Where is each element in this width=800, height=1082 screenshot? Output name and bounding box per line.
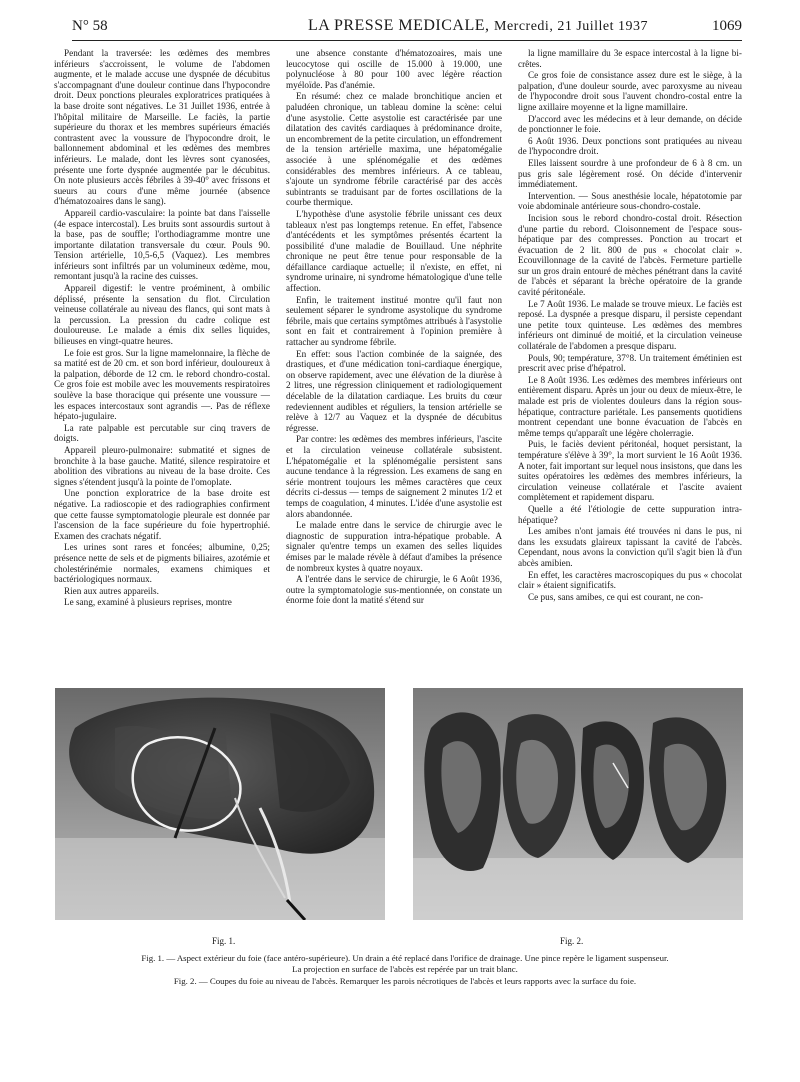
- issue-date: Mercredi, 21 Juillet 1937: [494, 19, 649, 34]
- paragraph: Rien aux autres appareils.: [64, 585, 159, 596]
- paragraph: Le malade entre dans le service de chirurgie avec le diagnostic de suppuration intra-hépatique probable. A signaler qu'entre temps un examen des selles liquides émises par le malade révèle à défaut d'amibes la présence de nombreux kystes à quatre noyaux.: [286, 520, 502, 573]
- figure-1-photo: [55, 688, 385, 920]
- paragraph: Les amibes n'ont jamais été trouvées ni dans le pus, ni dans les exsudats glaireux tapissant la cavité de l'abcès. Cependant, nous avons la conviction qu'il s'agit bien là d'un abcès amibien.: [518, 526, 742, 568]
- page-header: [72, 14, 742, 41]
- figure-2-label: Fig. 2.: [560, 936, 584, 946]
- paragraph: Pendant la traversée: les œdèmes des membres inférieurs s'accroissent, le volume de l'abdomen augmente, et le malade accuse une dyspnée de décubitus s'accompagnant d'une douleur continue dans l'hypocondre droit. Deux ponctions pleurales exploratrices pratiquées à la base droite sont négatives. Le 31 Juillet 1936, entrée à l'hôpital militaire de Marseille. Le faciès, la partie supérieure du thorax et les membres supérieurs émaciés contrastent avec la voussure de l'hypocondre droit, le ballonnement abdominal et les œdèmes des membres inférieurs. Le malade, dont les lèvres sont cyanosées, présente une forte dyspnée augmentée par le décubitus. On note plusieurs accès fébriles à 39-40° avec frissons et sueurs au cours d'une même journée (absence d'hématozoaires dans le sang).: [54, 48, 270, 207]
- paragraph: Incision sous le rebord chondro-costal droit. Résection d'une partie du rebord. Cloisonnement de l'espace sous-hépatique par des compresses. Ponction au trocart et évacuation de 2 lit. 800 de pus « chocolat clair ». Ecouvillonnage de la cavité de l'abcès. Fermeture partielle sur un gros drain entouré de mèches pénétrant dans la cavité de l'abcès et séparant la brèche opératoire de la grande cavité péritonéale.: [518, 212, 742, 298]
- paragraph: Le foie est gros. Sur la ligne mamelonnaire, la flèche de sa matité est de 20 cm. et son bord inférieur, douloureux à la palpation, déborde de 12 cm. le rebord chondro-costal. Ce gros foie est mobile avec les mouvements respiratoires soulève la base thoracique qui présente une voussure — les espaces intercostaux sont agrandis —. Pas de réflexe hépato-jugulaire.: [54, 347, 270, 422]
- figure-2-photo: [413, 688, 743, 920]
- text-column-3: [518, 48, 742, 678]
- page-number: 1069: [712, 18, 742, 34]
- caption-line: Fig. 1. — Aspect extérieur du foie (face antéro-supérieure). Un drain a été replacé dans l'orifice de drainage. Une pince repère le ligament suspenseur.: [141, 953, 669, 963]
- paragraph: Elles laissent sourdre à une profondeur de 6 à 8 cm. un pus gris sale légèrement rosé. On décide d'intervenir immédiatement.: [518, 157, 742, 190]
- paragraph: une absence constante d'hématozoaires, mais une leucocytose qui oscille de 15.000 à 19.000, une polynucléose à 80 pour 100 avec légère réaction myéloïde. Pas d'anémie.: [286, 48, 502, 90]
- caption-line: La projection en surface de l'abcès est repérée par un trait blanc.: [292, 964, 518, 974]
- paragraph: Le 7 Août 1936. Le malade se trouve mieux. Le faciès est reposé. La dyspnée a presque disparu, il persiste cependant une petite toux quinteuse. Les œdèmes des membres inférieurs ont diminué de moitié, et la circulation veineuse collatérale de l'abdomen a presque disparu.: [518, 298, 742, 352]
- paragraph: En résumé: chez ce malade bronchitique ancien et paludéen chronique, un tableau domine la scène: celui d'une asystolie. Cette asystolie est caractérisée par une dilatation des cavités cardiaques à prédominance droite, un encombrement de la petite circulation, un effondrement de la tension artérielle maxima, une hépatomégalie associée à une splénomégalie et des œdèmes considérables des membres inférieurs. A ce tableau, s'ajoute un syndrome fébrile caractérisé par des accès subintrants se traduisant par de fortes oscillations de la courbe thermique.: [286, 91, 502, 208]
- paragraph: Quelle a été l'étiologie de cette suppuration intra-hépatique?: [518, 503, 742, 525]
- paragraph: Par contre: les œdèmes des membres inférieurs, l'ascite et la circulation veineuse collatérale subsistent. L'hépatomégalie et la splénomégalie persistent sans aucune tendance à la régression. Les examens de sang en série montrent toujours les mêmes caractères que ceux décrits ci-dessus — temps de saignement 2 minutes 1/2 et temps de coagulation, 4 minutes. L'idée d'une asystolie est alors abandonnée.: [286, 434, 502, 519]
- paragraph: Appareil digestif: le ventre proéminent, à ombilic déplissé, présente la sensation du flot. Circulation veineuse collatérale au niveau des flancs, qui sont mats à la percussion. La pression du cadre colique est douloureuse. Le malade a émis dix selles liquides, bilieuses en vingt-quatre heures.: [54, 283, 270, 347]
- paragraph: Appareil pleuro-pulmonaire: submatité et signes de bronchite à la base gauche. Matité, silence respiratoire et abolition des vibrations au niveau de la base droite. Ces signes s'étendent jusqu'à la pointe de l'omoplate.: [54, 444, 270, 487]
- liver-exterior-image: [55, 688, 385, 920]
- journal-title-line: [308, 17, 648, 35]
- paragraph: Une ponction exploratrice de la base droite est négative. La radioscopie et des radiographies confirment que cette fausse symptomatologie pleurale est donnée par l'ascension de la face supérieure du foie hypertrophié. Examen des crachats négatif.: [54, 488, 270, 541]
- paragraph: A l'entrée dans le service de chirurgie, le 6 Août 1936, outre la symptomatologie sus-mentionnée, on constate un énorme foie dont la matité s'étend sur: [286, 574, 502, 606]
- journal-name: LA PRESSE MEDICALE,: [308, 17, 490, 34]
- paragraph: Le sang, examiné à plusieurs reprises, montre: [64, 597, 232, 608]
- figure-1-caption: [60, 953, 750, 975]
- paragraph: La rate palpable est percutable sur cinq travers de doigts.: [54, 422, 270, 444]
- paragraph: la ligne mamillaire du 3e espace intercostal à la ligne bi-crêtes.: [518, 48, 742, 69]
- paragraph: Appareil cardio-vasculaire: la pointe bat dans l'aisselle (4e espace intercostal). Les bruits sont assourdis surtout à la base, pas de souffle; l'orthodiagramme montre une importante dilatation transversale du cœur. Pouls 90. Tension artérielle, 10,5-6,5 (Vaquez). Les membres inférieurs sont infiltrés par un volumineux œdème, mou, remontant jusqu'à la racine des cuisses.: [54, 207, 270, 282]
- liver-sections-image: [413, 688, 743, 920]
- paragraph: Pouls, 90; température, 37°8. Un traitement émétinien est prescrit avec prise d'hépatrol.: [518, 352, 742, 374]
- paragraph: Intervention. — Sous anesthésie locale, hépatotomie par voie abdominale antérieure sous-chondro-costale.: [518, 190, 742, 212]
- paragraph: Enfin, le traitement institué montre qu'il faut non seulement séparer le syndrome asystolique du syndrome fébrile, mais que certains symptômes attribués à l'asystolie sont en fait et contrairement à l'opinion première à rattacher au syndrome fébrile.: [286, 294, 502, 348]
- paragraph: En effet, les caractères macroscopiques du pus « chocolat clair » étaient significatifs.: [518, 569, 742, 591]
- text-column-2: [286, 48, 502, 678]
- text-column-1: [54, 48, 270, 678]
- figure-1-label: Fig. 1.: [212, 936, 236, 946]
- paragraph: Ce gros foie de consistance assez dure est le siège, à la palpation, d'une douleur sourde, avec paroxysme au niveau de l'hypocondre droit sous l'auvent chondro-costal entre la ligne axillaire moyenne et la ligne mamillaire.: [518, 70, 742, 112]
- paragraph: L'hypothèse d'une asystolie fébrile unissant ces deux tableaux n'est pas longtemps retenue. En effet, l'absence d'antécédents et les symptômes présentés écartent la possibilité d'une maladie de Bouillaud. Une néphrite chronique ne peut être tenue pour responsable de la défaillance cardiaque actuelle; il n'existe, en effet, ni syndrome urinaire, ni syndrome hématologique d'une telle affection.: [286, 208, 502, 294]
- paragraph: Les urines sont rares et foncées; albumine, 0,25; présence nette de sels et de pigments biliaires, azotémie et cholestérinémie normales, examens chimiques et bactériologiques normaux.: [54, 542, 270, 585]
- figure-2-caption: Fig. 2. — Coupes du foie au niveau de l'abcès. Remarquer les parois nécrotiques de l'abcès et leurs rapports avec la surface du foie.: [173, 976, 637, 986]
- paragraph: Le 8 Août 1936. Les œdèmes des membres inférieurs ont entièrement disparu. Après un jour ou deux de mieux-être, le malade est pris de violentes douleurs dans la région sous-hépatique, contracture pariétale. Les pansements quotidiens montrent cependant une bonne évacuation de l'abcès en même temps qu'apparaît une légère cholerragie.: [518, 374, 742, 438]
- paragraph: Ce pus, sans amibes, ce qui est courant, ne con-: [528, 591, 704, 602]
- paragraph: Puis, le faciès devient péritonéal, hoquet persistant, la température s'élève à 39°, la mort survient le 16 Août 1936. A noter, fait important sur lequel nous insistons, que dans les suites opératoires les œdèmes des membres inférieurs, la circulation veineuse collatérale et l'ascite avaient complètement et rapidement disparu.: [518, 439, 742, 503]
- issue-number: N° 58: [72, 18, 108, 34]
- paragraph: 6 Août 1936. Deux ponctions sont pratiquées au niveau de l'hypocondre droit.: [518, 135, 742, 157]
- paragraph: En effet: sous l'action combinée de la saignée, des drastiques, et d'une médication toni-cardiaque énergique, on observe rapidement, avec une élévation de la diurèse à 2 litres, une régression cliniquement et radiologiquement décelable de la dilatation cardiaque. Les bruits du cœur redeviennent audibles et réguliers, la tension artérielle se relève à 12/7 au Vaquez et la dyspnée de décubitus régresse.: [286, 348, 502, 433]
- paragraph: D'accord avec les médecins et à leur demande, on décide de ponctionner le foie.: [518, 113, 742, 135]
